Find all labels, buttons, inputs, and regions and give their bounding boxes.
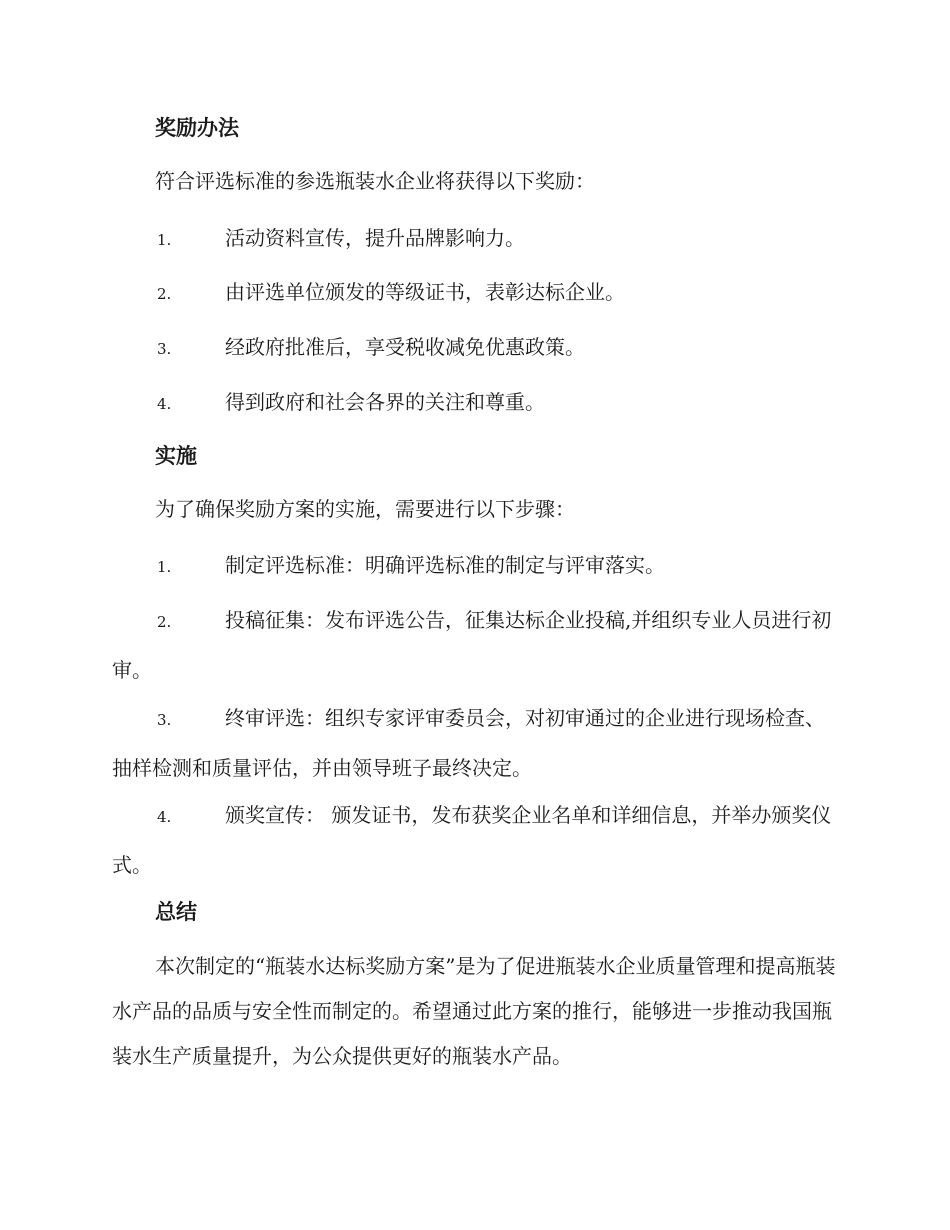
reward-item [112,214,842,264]
list-text: 投稿征集：发布评选公告，征集达标企业投稿,并组织专业人员进行初审。 [112,608,832,682]
reward-item [112,268,842,318]
list-number: 1. [157,231,172,249]
reward-item [112,378,842,428]
list-number: 3. [157,711,172,729]
section-heading-implement: 实施 [155,444,197,468]
section-heading-reward: 奖励办法 [155,116,239,140]
list-number: 4. [157,808,172,826]
section-heading-summary: 总结 [155,900,197,924]
list-number: 3. [157,340,172,358]
implement-step [112,596,842,694]
list-text: 得到政府和社会各界的关注和尊重。 [225,390,545,414]
list-text: 活动资料宣传，提升品牌影响力。 [225,226,525,250]
reward-item [112,323,842,373]
implement-intro: 为了确保奖励方案的实施，需要进行以下步骤： [155,497,575,521]
implement-step [112,791,842,889]
list-number: 2. [157,285,172,303]
implement-step [112,694,842,792]
summary-body: 本次制定的“瓶装水达标奖励方案”是为了促进瓶装水企业质量管理和提高瓶装水产品的品质与安全性而制定的。希望通过此方案的推行，能够进一步推动我国瓶装水生产质量提升，为公众提供更好的瓶装水产品。 [112,954,836,1068]
list-number: 1. [157,558,172,576]
list-number: 4. [157,395,172,413]
list-text: 终审评选：组织专家评审委员会，对初审通过的企业进行现场检查、抽样检测和质量评估，并由领导班子最终决定。 [112,706,825,780]
list-number: 2. [157,613,172,631]
list-text: 由评选单位颁发的等级证书，表彰达标企业。 [225,280,625,304]
list-text: 颁奖宣传： 颁发证书，发布获奖企业名单和详细信息，并举办颁奖仪式。 [112,803,832,877]
implement-step [112,541,842,591]
reward-intro: 符合评选标准的参选瓶装水企业将获得以下奖励： [155,169,595,193]
list-text: 制定评选标准：明确评选标准的制定与评审落实。 [225,553,665,577]
list-text: 经政府批准后，享受税收减免优惠政策。 [225,335,585,359]
